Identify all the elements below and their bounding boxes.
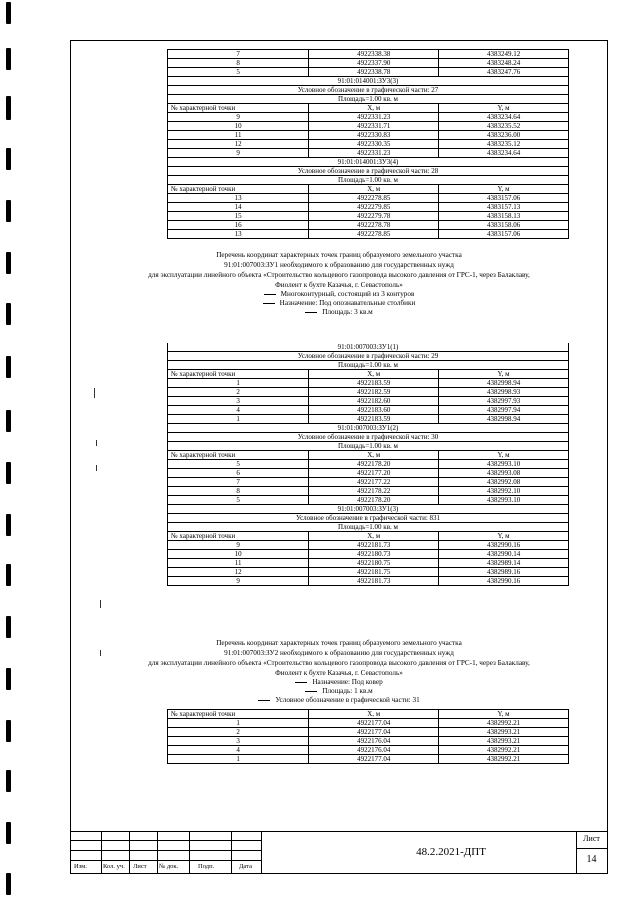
point-number: 11 — [168, 131, 309, 140]
x-coordinate: 4922180.73 — [309, 550, 439, 559]
header-x: X, м — [309, 710, 439, 719]
x-coordinate: 4922178.20 — [309, 496, 439, 505]
y-coordinate: 4382993.10 — [439, 496, 569, 505]
y-coordinate: 4383236.00 — [439, 131, 569, 140]
y-coordinate: 4382993.10 — [439, 460, 569, 469]
x-coordinate: 4922337.90 — [309, 59, 439, 68]
x-coordinate: 4922177.04 — [309, 719, 439, 728]
header-y: Y, м — [439, 104, 569, 113]
x-coordinate: 4922330.83 — [309, 131, 439, 140]
graphic-legend: Условное обозначение в графической части: 27 — [168, 86, 569, 95]
x-coordinate: 4922178.22 — [309, 487, 439, 496]
y-coordinate: 4383247.76 — [439, 68, 569, 77]
header-x: X, м — [309, 532, 439, 541]
heading-line: Перечень координат характерных точек границ образуемого земельного участка — [216, 639, 462, 647]
parcel-area: Площадь=1.00 кв. м — [168, 442, 569, 451]
point-number: 9 — [168, 149, 309, 158]
x-coordinate: 4922279.78 — [309, 212, 439, 221]
x-coordinate: 4922338.78 — [309, 68, 439, 77]
x-coordinate: 4922183.59 — [309, 379, 439, 388]
graphic-legend: Условное обозначение в графической части: 28 — [168, 167, 569, 176]
y-coordinate: 4383158.06 — [439, 221, 569, 230]
table-header-row — [168, 370, 569, 379]
x-coordinate: 4922181.75 — [309, 568, 439, 577]
heading-item — [71, 290, 607, 299]
table-row — [168, 122, 569, 131]
point-number: 2 — [168, 728, 309, 737]
table-row — [168, 541, 569, 550]
heading-line: Перечень координат характерных точек границ образуемого земельного участка — [216, 251, 462, 259]
y-coordinate: 4382997.94 — [439, 406, 569, 415]
y-coordinate: 4382998.94 — [439, 415, 569, 424]
header-x: X, м — [309, 451, 439, 460]
table-row — [168, 559, 569, 568]
y-coordinate: 4382992.08 — [439, 478, 569, 487]
table-row — [168, 131, 569, 140]
point-number: 13 — [168, 194, 309, 203]
x-coordinate: 4922183.60 — [309, 406, 439, 415]
x-coordinate: 4922176.04 — [309, 737, 439, 746]
header-point-number: № характерной точки — [168, 710, 309, 719]
heading-line: Фиолент к бухте Казачья, г. Севастополь» — [275, 281, 403, 289]
y-coordinate: 4382993.21 — [439, 737, 569, 746]
header-point-number: № характерной точки — [168, 104, 309, 113]
point-number: 1 — [168, 379, 309, 388]
stamp-label-kol: Кол. уч. — [103, 863, 125, 870]
y-coordinate: 4382998.93 — [439, 388, 569, 397]
parcel-id: 91:01:014001:ЗУ3(4) — [168, 158, 569, 167]
point-number: 2 — [168, 388, 309, 397]
parcel-id: 91:01:014001:ЗУ3(3) — [168, 77, 569, 86]
document-code: 48.2.2021-ДПТ — [416, 846, 486, 858]
point-number: 10 — [168, 550, 309, 559]
x-coordinate: 4922176.04 — [309, 746, 439, 755]
table-row — [168, 568, 569, 577]
point-number: 5 — [168, 496, 309, 505]
y-coordinate: 4382992.10 — [439, 487, 569, 496]
table-row — [168, 487, 569, 496]
x-coordinate: 4922331.23 — [309, 149, 439, 158]
y-coordinate: 4382992.21 — [439, 755, 569, 764]
header-x: X, м — [309, 104, 439, 113]
table-row — [168, 469, 569, 478]
y-coordinate: 4382993.08 — [439, 469, 569, 478]
x-coordinate: 4922182.59 — [309, 388, 439, 397]
point-number: 5 — [168, 68, 309, 77]
dash-bullet — [305, 312, 317, 313]
parcel-id: 91:01:007003:ЗУ1(3) — [168, 505, 569, 514]
table-row — [168, 550, 569, 559]
table-row — [168, 388, 569, 397]
x-coordinate: 4922338.38 — [309, 50, 439, 59]
header-point-number: № характерной точки — [168, 185, 309, 194]
y-coordinate: 4382989.14 — [439, 559, 569, 568]
table-header-row — [168, 185, 569, 194]
header-x: X, м — [309, 185, 439, 194]
point-number: 7 — [168, 478, 309, 487]
y-coordinate: 4383234.64 — [439, 113, 569, 122]
point-number: 1 — [168, 415, 309, 424]
x-coordinate: 4922181.73 — [309, 541, 439, 550]
x-coordinate: 4922177.20 — [309, 469, 439, 478]
table-row — [168, 113, 569, 122]
table-row — [168, 50, 569, 59]
point-number: 11 — [168, 559, 309, 568]
graphic-legend: Условное обозначение в графической части: 831 — [168, 514, 569, 523]
heading-item-text: Назначение: Под ковер — [312, 678, 383, 686]
y-coordinate: 4383157.06 — [439, 194, 569, 203]
y-coordinate: 4382992.21 — [439, 719, 569, 728]
graphic-legend: Условное обозначение в графической части: 29 — [168, 352, 569, 361]
x-coordinate: 4922183.59 — [309, 415, 439, 424]
y-coordinate: 4383157.13 — [439, 203, 569, 212]
header-point-number: № характерной точки — [168, 532, 309, 541]
y-coordinate: 4382998.94 — [439, 379, 569, 388]
point-number: 4 — [168, 406, 309, 415]
x-coordinate: 4922181.73 — [309, 577, 439, 586]
table-row — [168, 203, 569, 212]
y-coordinate: 4382992.21 — [439, 746, 569, 755]
point-number: 5 — [168, 460, 309, 469]
header-y: Y, м — [439, 710, 569, 719]
heading-item-text: Площадь: 1 кв.м — [322, 687, 373, 695]
heading-item — [71, 678, 607, 687]
table-row — [168, 478, 569, 487]
y-coordinate: 4382990.16 — [439, 541, 569, 550]
point-number: 8 — [168, 487, 309, 496]
point-number: 10 — [168, 122, 309, 131]
x-coordinate: 4922278.85 — [309, 194, 439, 203]
table-row — [168, 212, 569, 221]
heading-item-text: Условное обозначение в графической части: 31 — [275, 696, 420, 704]
header-y: Y, м — [439, 370, 569, 379]
table-row — [168, 460, 569, 469]
table-row — [168, 746, 569, 755]
heading-line: 91:01:007003:ЗУ1 необходимого к образованию для государственных нужд — [224, 261, 454, 269]
table-row — [168, 68, 569, 77]
graphic-legend: Условное обозначение в графической части: 30 — [168, 433, 569, 442]
point-number: 9 — [168, 577, 309, 586]
sheet-number: 14 — [586, 854, 597, 865]
parcel-id: 91:01:007003:ЗУ1(1) — [168, 343, 569, 352]
stamp-label-data: Дата — [239, 863, 252, 870]
point-number: 12 — [168, 568, 309, 577]
y-coordinate: 4383235.12 — [439, 140, 569, 149]
table-row — [168, 194, 569, 203]
section-heading — [71, 638, 607, 705]
page-frame — [70, 40, 608, 874]
x-coordinate: 4922182.60 — [309, 397, 439, 406]
stamp-label-list: Лист — [133, 863, 147, 870]
x-coordinate: 4922177.22 — [309, 478, 439, 487]
header-y: Y, м — [439, 532, 569, 541]
y-coordinate: 4382990.14 — [439, 550, 569, 559]
table-header-row — [168, 532, 569, 541]
table-row — [168, 397, 569, 406]
heading-item-text: Назначение: Под опознавательные столбики — [279, 299, 416, 307]
y-coordinate: 4382993.21 — [439, 728, 569, 737]
heading-item — [71, 687, 607, 696]
table-header-row — [168, 710, 569, 719]
section-heading — [71, 250, 607, 317]
table-row — [168, 406, 569, 415]
table-row — [168, 415, 569, 424]
table-row — [168, 379, 569, 388]
table-row — [168, 755, 569, 764]
header-y: Y, м — [439, 185, 569, 194]
heading-item-text: Площадь: 3 кв.м — [322, 308, 373, 316]
y-coordinate: 4382989.16 — [439, 568, 569, 577]
point-number: 1 — [168, 755, 309, 764]
y-coordinate: 4382990.16 — [439, 577, 569, 586]
header-point-number: № характерной точки — [168, 451, 309, 460]
x-coordinate: 4922279.85 — [309, 203, 439, 212]
point-number: 3 — [168, 737, 309, 746]
point-number: 3 — [168, 397, 309, 406]
heading-item — [71, 308, 607, 317]
dash-bullet — [305, 691, 317, 692]
heading-item — [71, 299, 607, 308]
heading-line: 91:01:007003:ЗУ2 необходимого к образованию для государственных нужд — [224, 649, 454, 657]
table-row — [168, 728, 569, 737]
point-number: 12 — [168, 140, 309, 149]
coordinates-table — [167, 343, 569, 586]
x-coordinate: 4922177.04 — [309, 728, 439, 737]
table-header-row — [168, 451, 569, 460]
x-coordinate: 4922178.20 — [309, 460, 439, 469]
y-coordinate: 4383158.13 — [439, 212, 569, 221]
title-block — [71, 831, 607, 873]
point-number: 6 — [168, 469, 309, 478]
heading-line: для эксплуатации линейного объекта «Строительство кольцевого газопровода высокого давления от ГРС-1, через Балаклаву, — [148, 659, 530, 667]
table-row — [168, 140, 569, 149]
table-row — [168, 577, 569, 586]
point-number: 9 — [168, 113, 309, 122]
y-coordinate: 4383248.24 — [439, 59, 569, 68]
x-coordinate: 4922278.78 — [309, 221, 439, 230]
stamp-label-izm: Изм. — [74, 863, 87, 870]
table-row — [168, 230, 569, 239]
header-point-number: № характерной точки — [168, 370, 309, 379]
point-number: 15 — [168, 212, 309, 221]
coordinates-table — [167, 709, 569, 764]
parcel-area: Площадь=1.00 кв. м — [168, 361, 569, 370]
point-number: 8 — [168, 59, 309, 68]
dash-bullet — [295, 682, 307, 683]
parcel-area: Площадь=1.00 кв. м — [168, 176, 569, 185]
parcel-area: Площадь=1.00 кв. м — [168, 523, 569, 532]
dash-bullet — [258, 700, 270, 701]
y-coordinate: 4383235.52 — [439, 122, 569, 131]
parcel-area: Площадь=1.00 кв. м — [168, 95, 569, 104]
sheet-label: Лист — [583, 834, 600, 843]
coordinates-table — [167, 49, 569, 239]
y-coordinate: 4383157.06 — [439, 230, 569, 239]
y-coordinate: 4382997.93 — [439, 397, 569, 406]
x-coordinate: 4922330.35 — [309, 140, 439, 149]
x-coordinate: 4922177.04 — [309, 755, 439, 764]
table-row — [168, 221, 569, 230]
table-row — [168, 59, 569, 68]
table-row — [168, 496, 569, 505]
x-coordinate: 4922180.75 — [309, 559, 439, 568]
point-number: 4 — [168, 746, 309, 755]
table-row — [168, 719, 569, 728]
table-row — [168, 737, 569, 746]
y-coordinate: 4383234.64 — [439, 149, 569, 158]
stamp-label-podp: Подп. — [198, 863, 215, 870]
heading-item — [71, 696, 607, 705]
x-coordinate: 4922331.23 — [309, 113, 439, 122]
point-number: 9 — [168, 541, 309, 550]
stamp-label-doc: № док. — [159, 863, 179, 870]
dash-bullet — [263, 303, 275, 304]
y-coordinate: 4383249.12 — [439, 50, 569, 59]
heading-line: Фиолент к бухте Казачья, г. Севастополь» — [275, 669, 403, 677]
point-number: 13 — [168, 230, 309, 239]
table-row — [168, 149, 569, 158]
header-y: Y, м — [439, 451, 569, 460]
x-coordinate: 4922331.71 — [309, 122, 439, 131]
heading-line: для эксплуатации линейного объекта «Строительство кольцевого газопровода высокого давления от ГРС-1, через Балаклаву, — [148, 271, 530, 279]
x-coordinate: 4922278.85 — [309, 230, 439, 239]
point-number: 14 — [168, 203, 309, 212]
dash-bullet — [264, 294, 276, 295]
point-number: 16 — [168, 221, 309, 230]
table-header-row — [168, 104, 569, 113]
point-number: 1 — [168, 719, 309, 728]
heading-item-text: Многоконтурный, состоящий из 3 контуров — [280, 290, 415, 298]
header-x: X, м — [309, 370, 439, 379]
parcel-id: 91:01:007003:ЗУ1(2) — [168, 424, 569, 433]
point-number: 7 — [168, 50, 309, 59]
